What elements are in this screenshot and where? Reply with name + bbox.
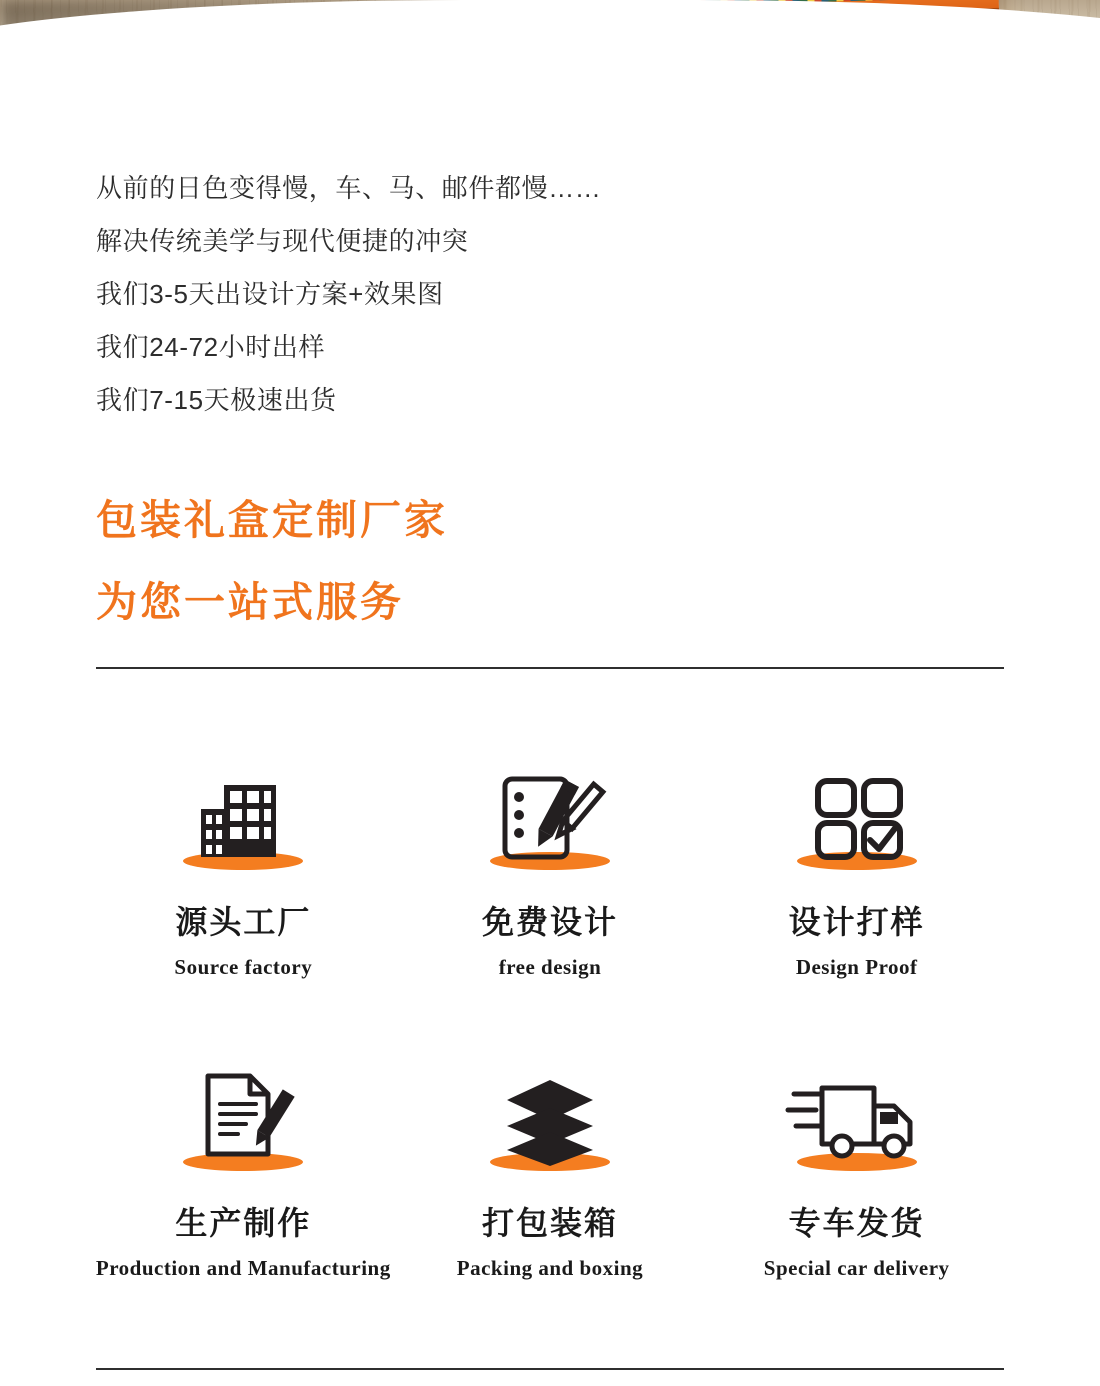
service-title-en: Special car delivery xyxy=(763,1256,950,1280)
factory-building-icon xyxy=(168,765,318,875)
service-title-en: Design Proof xyxy=(795,955,918,979)
intro-line: 我们3-5天出设计方案+效果图 xyxy=(96,279,444,309)
divider-bottom xyxy=(96,1368,1004,1370)
intro-paragraph xyxy=(96,162,996,427)
headline-line-1: 包装礼盒定制厂家 xyxy=(96,497,448,543)
service-item xyxy=(90,765,397,980)
service-title-cn: 源头工厂 xyxy=(175,904,312,940)
service-title-en: Production and Manufacturing xyxy=(95,1256,391,1280)
intro-line: 从前的日色变得慢，车、马、邮件都慢…… xyxy=(96,173,602,203)
intro-line: 解决传统美学与现代便捷的冲突 xyxy=(96,226,469,256)
page-title xyxy=(96,479,1006,643)
service-title-cn: 免费设计 xyxy=(481,904,618,940)
service-item xyxy=(90,1066,397,1281)
service-title-en: Packing and boxing xyxy=(456,1256,644,1280)
service-item xyxy=(703,1066,1010,1281)
design-pencil-palette-icon xyxy=(475,765,625,875)
stacked-layers-box-icon xyxy=(475,1066,625,1176)
proof-squares-check-icon xyxy=(782,765,932,875)
photo-curved-mask xyxy=(0,56,1100,120)
service-item xyxy=(397,765,704,980)
service-title-cn: 设计打样 xyxy=(788,904,925,940)
service-title-en: Source factory xyxy=(174,955,313,979)
intro-line: 我们24-72小时出样 xyxy=(96,332,326,362)
document-signature-icon xyxy=(168,1066,318,1176)
hero-photo-band xyxy=(0,0,1100,120)
service-title-en: free design xyxy=(498,955,602,979)
delivery-truck-icon xyxy=(782,1066,932,1176)
headline-line-2: 为您一站式服务 xyxy=(96,579,404,625)
service-title-cn: 生产制作 xyxy=(175,1205,312,1241)
service-title-cn: 打包装箱 xyxy=(481,1205,618,1241)
intro-line: 我们7-15天极速出货 xyxy=(96,385,337,415)
service-item xyxy=(397,1066,704,1281)
divider-top xyxy=(96,667,1004,669)
service-grid xyxy=(90,765,1010,1281)
service-item xyxy=(703,765,1010,980)
service-title-cn: 专车发货 xyxy=(788,1205,925,1241)
